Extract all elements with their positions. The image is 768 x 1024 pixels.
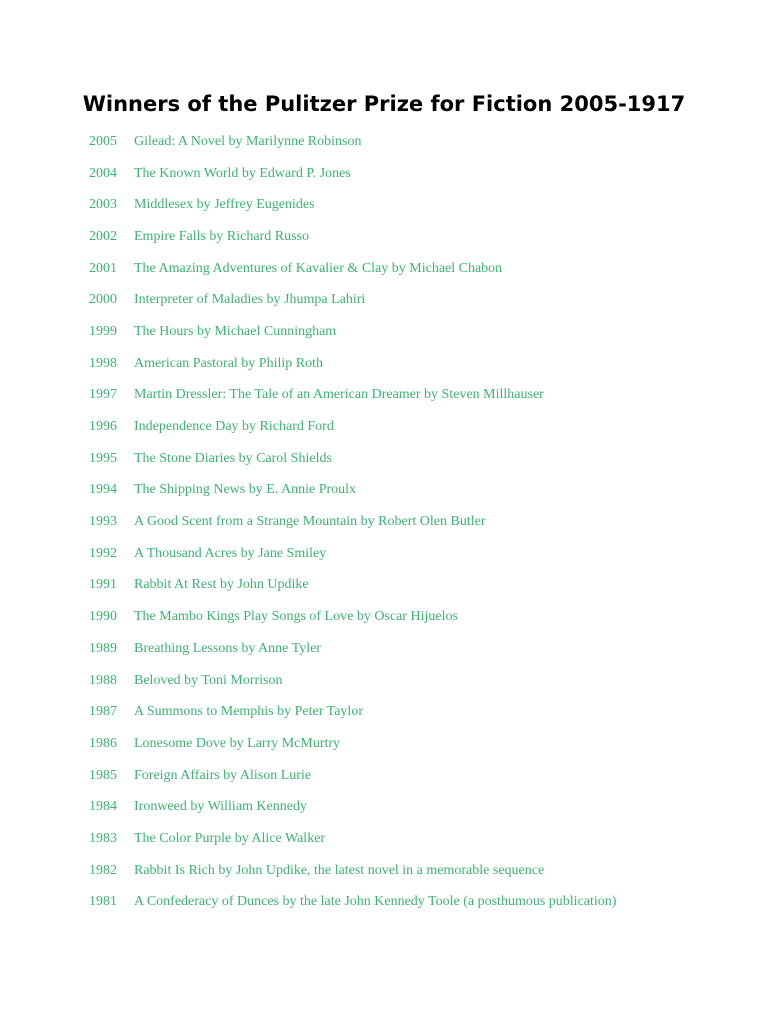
entry-work: The Known World by Edward P. Jones [134,165,351,181]
entry-year: 1991 [89,577,117,593]
entry-year: 1989 [89,640,117,656]
list-item [89,475,616,507]
entry-work: Lonesome Dove by Larry McMurtry [134,735,341,751]
entry-year: 2002 [89,228,117,244]
entry-work: Ironweed by William Kennedy [134,799,307,815]
entry-work: The Hours by Michael Cunningham [134,323,337,339]
entry-year: 1993 [89,514,117,530]
list-item [89,538,616,570]
entry-work: Gilead: A Novel by Marilynne Robinson [134,133,362,149]
list-item [89,411,616,443]
list-item [89,570,616,602]
list-item [89,633,616,665]
entry-year: 2005 [89,133,117,149]
entry-year: 1999 [89,323,117,339]
list-item [89,506,616,538]
list-item [89,696,616,728]
entry-work: A Thousand Acres by Jane Smiley [134,545,327,561]
list-item [89,665,616,697]
entry-year: 2000 [89,292,117,308]
entry-year: 1986 [89,735,117,751]
entry-work: A Good Scent from a Strange Mountain by Robert Olen Butler [134,514,486,530]
entry-year: 1992 [89,545,117,561]
entry-work: Independence Day by Richard Ford [134,419,334,435]
entry-work: Empire Falls by Richard Russo [134,228,309,244]
list-item [89,348,616,380]
entry-year: 1982 [89,862,117,878]
entry-work: Foreign Affairs by Alison Lurie [134,767,312,783]
entry-work: A Confederacy of Dunces by the late John Kennedy Toole (a posthumous publication) [134,894,617,910]
entry-work: Interpreter of Maladies by Jhumpa Lahiri [134,292,366,308]
entry-work: Breathing Lessons by Anne Tyler [134,640,321,656]
list-item [89,760,616,792]
entry-year: 1985 [89,767,117,783]
entry-year: 2001 [89,260,117,276]
list-item [89,887,616,919]
list-item [89,221,616,253]
entry-year: 1984 [89,799,117,815]
entry-year: 1997 [89,387,117,403]
entry-work: Beloved by Toni Morrison [134,672,283,688]
entry-year: 1981 [89,894,117,910]
list-item [89,316,616,348]
entry-work: Rabbit Is Rich by John Updike, the latest novel in a memorable sequence [134,862,545,878]
entry-year: 1990 [89,609,117,625]
list-item [89,823,616,855]
entry-year: 1994 [89,482,117,498]
list-item [89,126,616,158]
document-title: Winners of the Pulitzer Prize for Fiction 2005-1917 [82,92,686,116]
entry-work: A Summons to Memphis by Peter Taylor [134,704,363,720]
list-item [89,189,616,221]
list-item [89,158,616,190]
entry-work: The Amazing Adventures of Kavalier & Clay by Michael Chabon [134,260,503,276]
entry-work: The Stone Diaries by Carol Shields [134,450,332,466]
entry-work: The Color Purple by Alice Walker [134,830,326,846]
entry-year: 1983 [89,830,117,846]
winners-list [89,126,616,918]
list-item [89,728,616,760]
entry-work: Middlesex by Jeffrey Eugenides [134,197,315,213]
list-item [89,284,616,316]
entry-work: Martin Dressler: The Tale of an American Dreamer by Steven Millhauser [134,387,544,403]
entry-work: American Pastoral by Philip Roth [134,355,323,371]
entry-year: 2004 [89,165,117,181]
entry-work: The Mambo Kings Play Songs of Love by Oscar Hijuelos [134,609,458,625]
entry-year: 1998 [89,355,117,371]
entry-work: The Shipping News by E. Annie Proulx [134,482,357,498]
entry-year: 1987 [89,704,117,720]
list-item [89,443,616,475]
entry-year: 2003 [89,197,117,213]
entry-year: 1996 [89,419,117,435]
list-item [89,791,616,823]
list-item [89,253,616,285]
entry-work: Rabbit At Rest by John Updike [134,577,309,593]
list-item [89,380,616,412]
entry-year: 1988 [89,672,117,688]
list-item [89,855,616,887]
entry-year: 1995 [89,450,117,466]
list-item [89,601,616,633]
